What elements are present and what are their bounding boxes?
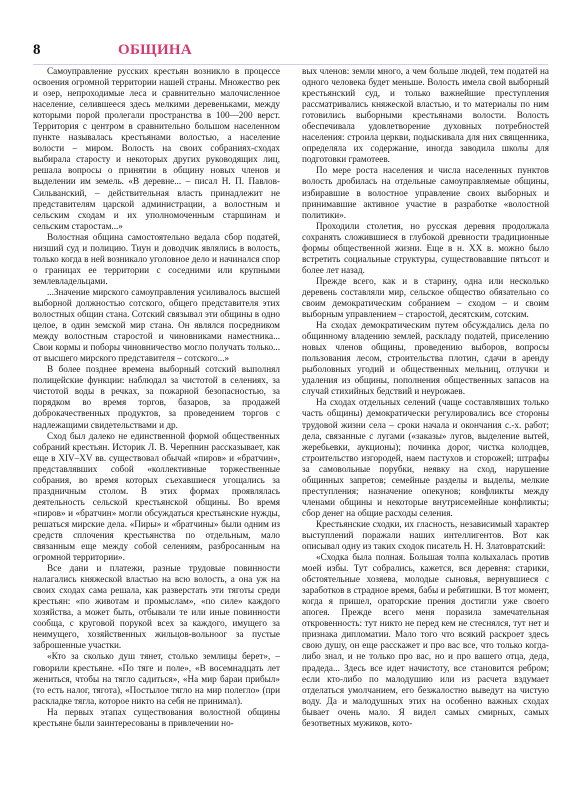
paragraph: Волостная община самостоятельно ведала сбор податей, низший суд и полицию. Тиун и доводчик являлись в волость, только когда в ней возникало уголовное дело и начинался спор о границах ее территории с соседними или крупными землевладельцами. xyxy=(33,231,280,286)
left-column xyxy=(33,66,280,729)
paragraph: Прежде всего, как и в старину, одна или несколько деревень составляли мир, сельское общество обязательно со своим демократическим собранием – сходом – и своим выборным управлением – старостой, десятским, сотским. xyxy=(302,275,549,320)
paragraph: На сходах демократическим путем обсуждались дела по общинному владению землей, раскладу податей, приселению новых членов общины, проведению выборов, вопросы пользования лесом, строительства плотин, сдачи в аренду рыболовных угодий и общественных мельниц, отлучки и удаления из общины, пополнения общественных запасов на случай стихийных бедствий и неурожаев. xyxy=(302,320,549,397)
paragraph: «Сходка была полная. Большая толпа колыхалась против моей избы. Тут собрались, кажется, вся деревня: старики, обстоятельные хозяева, молодые сыновья, вернувшиеся с заработков в страдное время, бабы и ребятишки. В тот момент, когда я пришел, ораторские прения достигли уже своего апогея. Прежде всего меня поразила замечательная откровенность: тут никто не перед кем не стеснялся, тут нет и признака дипломатии. Мало того что всякий раскроет здесь свою душу, он еще расскажет и про вас все, что только когда-либо знал, и не только про вас, но и про вашего отца, деда, прадеда... Здесь все идет начистоту, все становится ребром; если кто-либо по малодушию или из расчета вздумает отделаться умолчанием, его безжалостно выведут на чистую воду. Да и малодушных этих на особенно важных сходах бывает очень мало. Я видел самых смирных, самых безответных мужиков, кото- xyxy=(302,552,549,728)
right-column xyxy=(302,66,549,729)
paragraph: В более позднее времена выборный сотский выполнял полицейские функции: наблюдал за чистотой в селениях, за чистотой воды в речках, за пожарной безопасностью, за порядком во время торгов, базаров, за продажей доброкачественных продуктов, за проведением торгов с надлежащими свидетельствами и др. xyxy=(33,364,280,430)
page-header xyxy=(33,42,548,64)
page-number: 8 xyxy=(33,42,41,58)
paragraph: Все дани и платежи, разные трудовые повинности налагались княжеской властью на всю волость, а она уж на своих сходах сама решала, как разверстать эти тяготы среди крестьян: «по животам и промыслам», «по силе» каждого хозяйства, а может быть, отбывали те или иные повинности сообща, с круговой порукой всех за каждого, имущего за неимущего, хозяйственных жильцов-вольноог за пустые заброшенные участки. xyxy=(33,563,280,651)
paragraph: Сход был далеко не единственной формой общественных собраний крестьян. Историк Л. В. Черепнин рассказывает, как еще в XIV–XV вв. существовал обычай «пиров» и «братчин», представлявших собой «коллективные торжественные собрания, во время которых съехавшиеся угощались за праздничным столом. В этих формах проявлялась деятельность сельской крестьянской общины. Во время «пиров» и «братчин» могли обсуждаться крестьянские нужды, решаться мирские дела. «Пиры» и «братчины» были одним из средств сплочения крестьянства по отдельным, мало связанным еще между собой селениям, разбросанным на огромной территории». xyxy=(33,430,280,563)
paragraph: «Кто за сколько душ тянет, столько землицы берет», – говорили крестьяне. «По тяге и поле», «В восемнадцать лет жениться, чтобы на тягло садиться», «На мир бараи прибыл» (то есть налог, тягота), «Постылое тягло на мир полегло» (при раскладке тягла, которое никто на себя не принимал). xyxy=(33,651,280,706)
paragraph: На первых этапах существования волостной общины крестьяне были заинтересованы в привлечении но- xyxy=(33,706,280,728)
section-title: ОБЩИНА xyxy=(118,42,193,58)
paragraph: По мере роста населения и числа населенных пунктов волость дробилась на отдельные самоуправляемые общины, избиравшие в волостное управление своих выборных и принимавшие активное участие в разработке «волостной политики». xyxy=(302,165,549,220)
paragraph: На сходах отдельных селений (чаще составлявших только часть общины) демократически регулировались все стороны трудовой жизни села – сроки начала и окончания с.-х. работ; дела, связанные с лугами («заказы» лугов, выделение вытей, жеребьевки, аукционы); починка дорог, чистка колодцев, строительство изгородей, наем пастухов и сторожей; штрафы за самовольные порубки, неявку на сход, нарушение общинных запретов; семейные разделы и выделы, мелкие преступления; назначение опекунов; конфликты между членами общины и некоторые внутрисемейные конфликты; сбор денег на общие расходы селения. xyxy=(302,397,549,518)
paragraph: Проходили столетия, но русская деревня продолжала сохранять сложившиеся в глубокой древности традиционные формы общественной жизни. Еще в н. XX в. можно было встретить социальные структуры, существовавшие пятьсот и более лет назад. xyxy=(302,220,549,275)
paragraph: Самоуправление русских крестьян возникло в процессе освоения огромной территории нашей страны. Множество рек и озер, непроходимые леса и сравнительно малочисленное население, селившееся здесь мелкими деревеньками, между которыми порой пролегали пространства в 100—200 верст. Территория с центром в сравнительно большом населенном пункте называлась крестьянами волостью, а население волости – миром. Волость на своих собраниях-сходах выбирала старосту и некоторых других руководящих лиц, решала вопросы о принятии в общину новых членов и выделении им земель. «В деревне... – писал Н. П. Павлов-Сильванский, – действительная власть принадлежит не представителям царской администрации, а волостным и сельским сходам и их уполномоченным старшинам и сельским старостам...» xyxy=(33,66,280,231)
paragraph: Крестьянские сходки, их гласность, независимый характер выступлений поражали наших интеллигентов. Вот как описывал одну из таких сходок писатель Н. Н. Златовратский: xyxy=(302,518,549,552)
paragraph: ...Значение мирского самоуправления усиливалось высшей выборной должностью сотского, общего представителя этих волостных общин стана. Сотский связывал эти общины в одно целое, в один земской мир стана. Он являлся посредником между волостным старостой и чиновниками наместника... Свои кормы и поборы чиновничество могло получать только... от высшего мирского представителя – сотского...» xyxy=(33,286,280,364)
paragraph: вых членов: земли много, а чем больше людей, тем податей на одного человека будет меньше. Волость имела свой выборный крестьянский суд, и только важнейшие преступления рассматривались княжеской властью, и то материалы по ним готовились выборными крестьянами волости. Волость обеспечивала удовлетворение духовных потребностей населения: строила церкви, подыскивала для них священника, определяла их содержание, иногда заводила школы для подготовки грамотеев. xyxy=(302,66,549,165)
header-rule xyxy=(33,64,548,65)
